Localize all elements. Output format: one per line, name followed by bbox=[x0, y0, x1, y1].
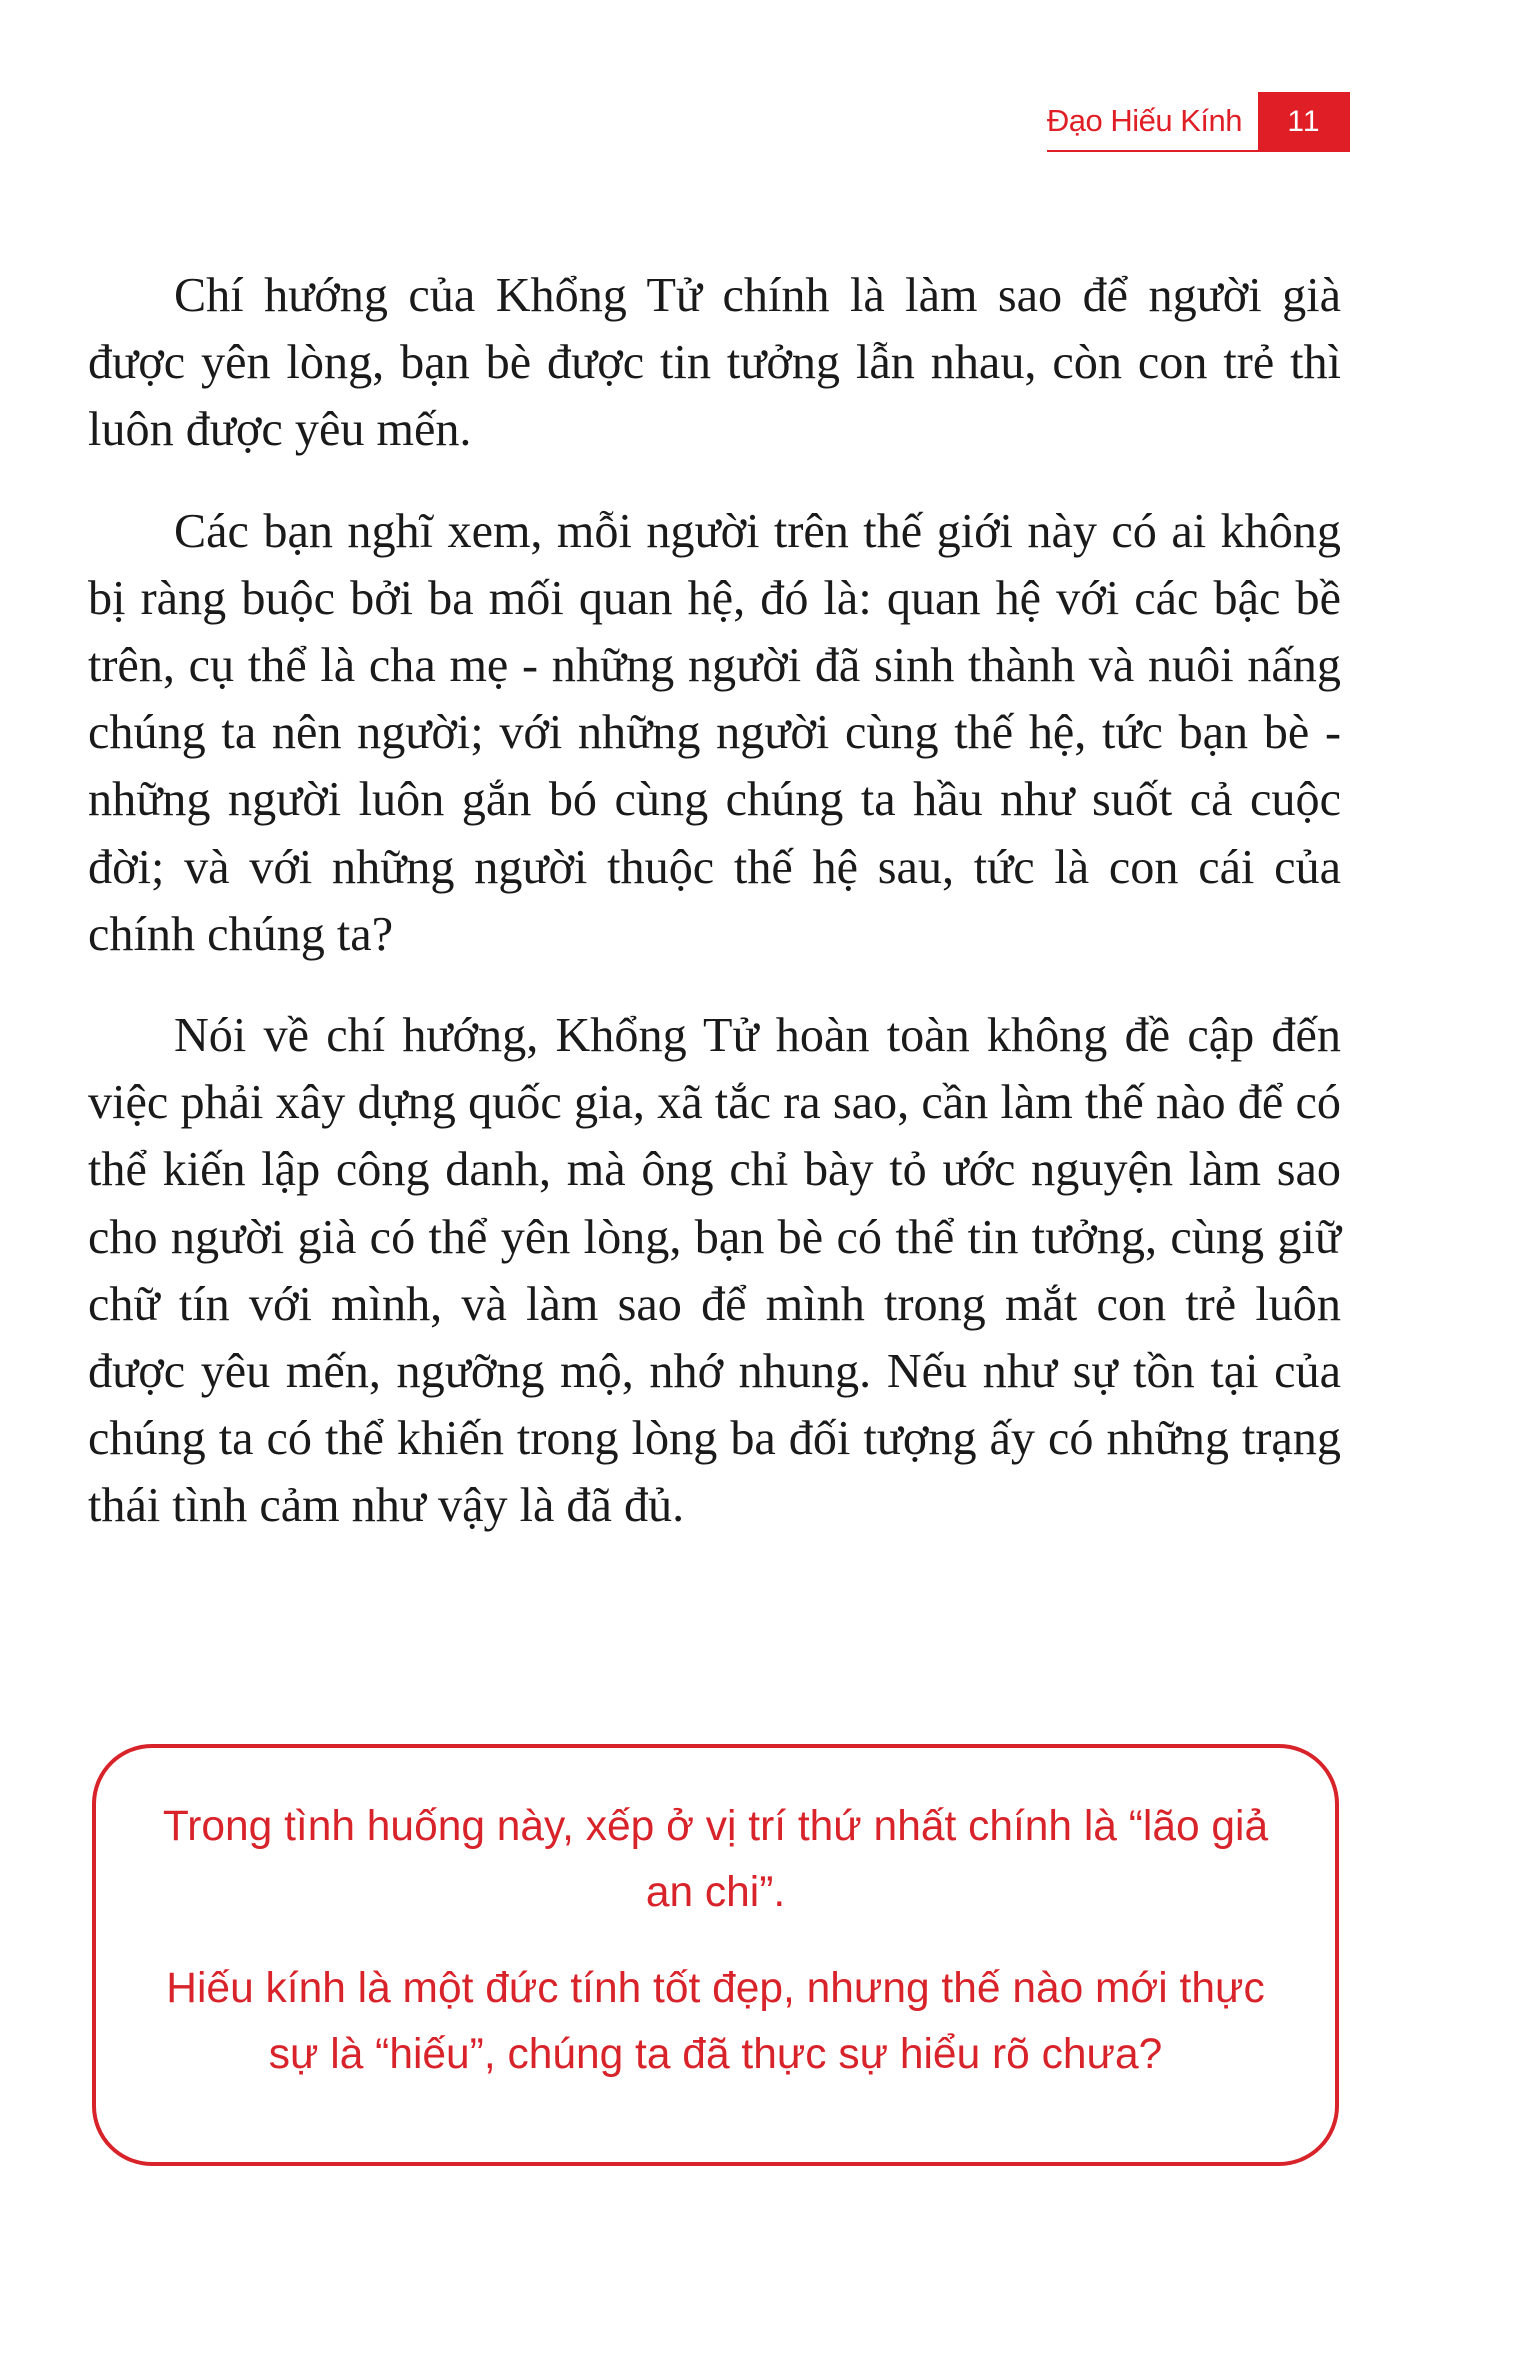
book-title: Đạo Hiếu Kính bbox=[1047, 92, 1258, 152]
paragraph: Nói về chí hướng, Khổng Tử hoàn toàn không đề cập đến việc phải xây dựng quốc gia, xã tắc ra sao, cần làm thế nào để có thể kiến lập công danh, mà ông chỉ bày tỏ ước nguyện làm sao cho người già có thể yên lòng, bạn bè có thể tin tưởng, cùng giữ chữ tín với mình, và làm sao để mình trong mắt con trẻ luôn được yêu mến, ngưỡng mộ, nhớ nhung. Nếu như sự tồn tại của chúng ta có thể khiến trong lòng ba đối tượng ấy có những trạng thái tình cảm như vậy là đã đủ. bbox=[88, 1009, 1341, 1533]
paragraph: Chí hướng của Khổng Tử chính là làm sao để người già được yên lòng, bạn bè được tin tưởng lẫn nhau, còn con trẻ thì luôn được yêu mến. bbox=[88, 269, 1341, 457]
body-text bbox=[88, 262, 1341, 1574]
running-header bbox=[1047, 92, 1350, 152]
callout-paragraph: Hiếu kính là một đức tính tốt đẹp, nhưng thế nào mới thực sự là “hiếu”, chúng ta đã thực sự hiểu rõ chưa? bbox=[166, 1965, 1265, 2078]
callout-box bbox=[92, 1744, 1339, 2166]
paragraph: Các bạn nghĩ xem, mỗi người trên thế giới này có ai không bị ràng buộc bởi ba mối quan hệ, đó là: quan hệ với các bậc bề trên, cụ thể là cha mẹ - những người đã sinh thành và nuôi nấng chúng ta nên người; với những người cùng thế hệ, tức bạn bè - những người luôn gắn bó cùng chúng ta hầu như suốt cả cuộc đời; và với những người thuộc thế hệ sau, tức là con cái của chính chúng ta? bbox=[88, 504, 1341, 961]
callout-paragraph: Trong tình huống này, xếp ở vị trí thứ nhất chính là “lão giả an chi”. bbox=[162, 1803, 1269, 1916]
page-number: 11 bbox=[1258, 92, 1350, 152]
